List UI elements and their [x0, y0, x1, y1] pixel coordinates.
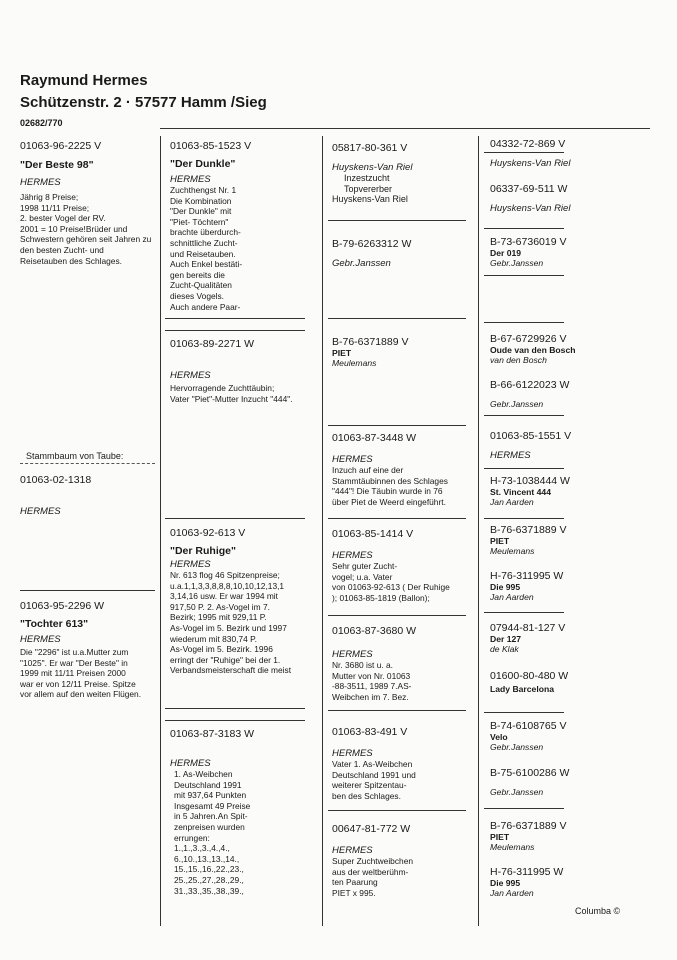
note-line: 1999 mit 11/11 Preisen 2000: [20, 668, 126, 679]
pigeon-name: PIET: [490, 832, 510, 842]
note-line: Nr. 613 flog 46 Spitzenpreise;: [170, 570, 280, 580]
pigeon-name: Die 995: [490, 878, 521, 888]
note-line: 25.,25.,27.,28.,29.,: [174, 874, 244, 885]
col3-card-6: [332, 726, 477, 801]
owner: Gebr.Janssen: [490, 258, 544, 268]
owner: van den Bosch: [490, 355, 547, 365]
divider: [328, 518, 466, 519]
note-line: erringt der "Ruhige" bei der 1.: [170, 654, 281, 665]
ring-number: H-76-311995 W: [490, 570, 564, 582]
note-line: Zuchthengst Nr. 1: [170, 185, 237, 195]
note-line: Super Zuchtweibchen: [332, 856, 414, 866]
owner: Meulemans: [332, 358, 377, 368]
brand-mark: Columba ©: [575, 906, 621, 916]
ring-number: H-73-1038444 W: [490, 475, 570, 487]
col4-entry-4: [490, 379, 660, 409]
note-line: Topvererber: [344, 183, 393, 194]
note-line: As-Vogel im 5. Bezirk. 1996: [170, 644, 273, 655]
col3-card-2: [332, 336, 472, 368]
note-line: 15.,15.,16.,22.,23.,: [174, 864, 244, 875]
divider: [484, 415, 564, 416]
ring-number: H-76-311995 W: [490, 866, 564, 878]
col4-entry-13: [490, 820, 660, 852]
owner: Meulemans: [490, 546, 535, 556]
col2-rule: [160, 136, 161, 926]
owner: Gebr.Janssen: [490, 787, 544, 797]
owner: HERMES: [170, 559, 211, 570]
note-line: Auch andere Paar-: [170, 301, 241, 312]
note-line: 1998 11/11 Preise;: [20, 202, 90, 213]
owner: Meulemans: [490, 842, 535, 852]
pigeon-name: Lady Barcelona: [490, 684, 554, 694]
subject-owner: HERMES: [20, 506, 61, 517]
subject-ring: 01063-02-1318: [20, 474, 92, 486]
ring-number: 01063-83-491 V: [332, 726, 408, 738]
note-line: brachte überdurch-: [170, 227, 241, 238]
note-line: zenpreisen wurden: [174, 821, 245, 832]
note-line: den besten Zucht- und: [20, 244, 104, 255]
col2-card-d: [170, 728, 320, 896]
col4-entry-5: [490, 430, 660, 461]
note-line: Vater "Piet"-Mutter Inzucht "444".: [170, 393, 293, 404]
note-line: 1.,1.,3.,3.,4.,4.,: [174, 843, 230, 854]
divider: [165, 708, 305, 709]
col3-card-1: [332, 238, 472, 269]
dam-card: [20, 600, 165, 700]
note-line: PIET x 995.: [332, 887, 376, 898]
ring-number: 01063-85-1523 V: [170, 140, 252, 152]
note-line: mit 937,64 Punkten: [174, 790, 247, 801]
note-line: gen bereits die: [170, 269, 225, 280]
note-line: Bezirk; 1995 mit 929,11 P.: [170, 612, 267, 623]
note-line: errungen:: [174, 832, 210, 843]
note-line: vogel; u.a. Vater: [332, 571, 393, 582]
ring-number: B-67-6729926 V: [490, 333, 567, 345]
ring-number: 01063-92-613 V: [170, 527, 246, 539]
note-line: 1. As-Weibchen: [174, 769, 233, 779]
ring-number: 07944-81-127 V: [490, 622, 566, 634]
ring-number: B-73-6736019 V: [490, 236, 567, 248]
pigeon-name: Velo: [490, 732, 508, 742]
ring-number: B-66-6122023 W: [490, 379, 570, 391]
divider: [328, 710, 466, 711]
ring-number: 01600-80-480 W: [490, 670, 569, 682]
col3-card-5: [332, 625, 477, 702]
col4-entry-11: [490, 720, 660, 752]
note-line: Die Kombination: [170, 195, 232, 206]
col3-rule: [322, 136, 323, 926]
owner: HERMES: [332, 748, 373, 759]
pigeon-name: St. Vincent 444: [490, 487, 551, 497]
divider: [165, 720, 305, 721]
note-line: "Piet- Töchtern": [170, 216, 229, 227]
divider: [165, 318, 305, 319]
divider: [328, 615, 466, 616]
note-line: Nr. 3680 ist u. a.: [332, 660, 393, 670]
owner: HERMES: [332, 845, 373, 856]
ring-number: 00647-81-772 W: [332, 823, 411, 835]
owner: Gebr.Janssen: [490, 742, 544, 752]
col4-entry-2: [490, 236, 660, 268]
note-line: -88-3511, 1989 7.AS-: [332, 681, 412, 692]
note-line: Weibchen im 7. Bez.: [332, 691, 409, 702]
divider: [328, 425, 466, 426]
pigeon-name: "Der Beste 98": [20, 159, 94, 171]
owner: HERMES: [170, 370, 211, 381]
col4-entry-9: [490, 622, 660, 654]
owner: Jan Aarden: [490, 888, 534, 898]
owner: HERMES: [20, 634, 61, 645]
ring-number: B-76-6371889 V: [490, 524, 567, 536]
note-line: weiterer Spitzentau-: [332, 780, 407, 791]
stammbaum-label: Stammbaum von Taube:: [26, 451, 124, 461]
divider: [328, 220, 466, 221]
note-line: Inzestzucht: [344, 173, 390, 183]
pigeon-name: PIET: [490, 536, 510, 546]
note-line: Auch Enkel bestäti-: [170, 259, 243, 270]
owner: de Klak: [490, 644, 519, 654]
col4-entry-6: [490, 475, 660, 507]
ring-number: B-76-6371889 V: [490, 820, 567, 832]
note-line: "444"! Die Täubin wurde in 76: [332, 486, 443, 497]
ring-number: 01063-85-1551 V: [490, 430, 572, 442]
note-line: Verbandsmeisterschaft die meist: [170, 665, 292, 676]
note-line: Stammtäubinnen des Schlages: [332, 475, 448, 486]
note-line: vor allem auf den weiten Flügen.: [20, 689, 142, 700]
breeder-address: Schützenstr. 2 · 57577 Hamm /Sieg: [20, 94, 267, 111]
pigeon-name: Der 127: [490, 634, 522, 644]
note-line: Jährig 8 Preise;: [20, 192, 79, 202]
note-line: Deutschland 1991: [174, 779, 242, 790]
note-line: Mutter von Nr. 01063: [332, 670, 411, 681]
pigeon-name: Der 019: [490, 248, 522, 258]
col4-entry-8: [490, 570, 660, 602]
note-line: 31.,33.,35.,38.,39.,: [174, 885, 244, 896]
note-line: Schwestern gehören seit Jahren zu: [20, 234, 152, 245]
divider: [484, 518, 564, 519]
ring-number: B-75-6100286 W: [490, 767, 570, 779]
col2-card-b: [170, 338, 320, 404]
note-line: 2001 = 10 Preise!Brüder und: [20, 223, 128, 234]
col4-entry-14: [490, 866, 660, 898]
pigeon-name: Oude van den Bosch: [490, 345, 576, 355]
note-line: aus der weltberühm-: [332, 866, 409, 877]
owner: Huyskens-Van Riel: [332, 162, 413, 173]
ring-number: 06337-69-511 W: [490, 183, 568, 195]
col4-rule: [478, 136, 479, 926]
pigeon-name: "Der Dunkle": [170, 158, 236, 170]
owner: HERMES: [332, 454, 373, 465]
owner: Jan Aarden: [490, 497, 534, 507]
note-line: von 01063-92-613 ( Der Ruhige: [332, 582, 450, 593]
note-line: Sehr guter Zucht-: [332, 561, 398, 571]
ring-number: 01063-85-1414 V: [332, 528, 414, 540]
note-line: Inzuch auf eine der: [332, 465, 404, 475]
col4-entry-12: [490, 767, 660, 797]
note-line: Deutschland 1991 und: [332, 769, 416, 780]
note-line: Vater 1. As-Weibchen: [332, 759, 413, 769]
breeder-name: Raymund Hermes: [20, 72, 148, 89]
note-line: u.a.1,1,3,3,8,8,8,10,10,12,13,1: [170, 580, 285, 591]
col3-card-3: [332, 432, 477, 507]
note-line: ); 01063-85-1819 (Ballon);: [332, 592, 430, 603]
note-line: Reisetauben des Schlages.: [20, 255, 122, 266]
note-line: Hervorragende Zuchttäubin;: [170, 383, 275, 393]
ring-number: 01063-89-2271 W: [170, 338, 255, 350]
note-line: wiederum mit 830,74 P.: [170, 633, 257, 644]
note-line: Insgesamt 49 Preise: [174, 800, 251, 811]
ring-number: B-76-6371889 V: [332, 336, 409, 348]
ring-number: 01063-87-3448 W: [332, 432, 417, 444]
pigeon-name: "Der Ruhige": [170, 545, 236, 557]
divider: [484, 712, 564, 713]
note-line: "1025". Er war "Der Beste" in: [20, 657, 128, 668]
divider: [484, 228, 564, 229]
note-line: As-Vogel im 5. Bezirk und 1997: [170, 622, 287, 633]
owner: HERMES: [332, 649, 373, 660]
col3-card-0: [332, 142, 472, 205]
divider: [484, 275, 564, 276]
note-line: Zucht-Qualitäten: [170, 280, 232, 291]
divider: [484, 612, 564, 613]
note-line: 2. bester Vogel der RV.: [20, 213, 106, 224]
divider: [484, 322, 564, 323]
owner: HERMES: [332, 550, 373, 561]
note-line: war er von 12/11 Preise. Spitze: [20, 678, 136, 689]
pigeon-name: Die 995: [490, 582, 521, 592]
divider: [484, 808, 564, 809]
note-line: Die "2296" ist u.a.Mutter zum: [20, 647, 129, 657]
owner: Huyskens-Van Riel: [490, 203, 571, 214]
pigeon-name: PIET: [332, 348, 352, 358]
note-line: und Reisetauben.: [170, 248, 236, 259]
col4-entry-10: [490, 670, 660, 694]
note-line: 6.,10.,13.,13.,14.,: [174, 853, 240, 864]
note-line: 917,50 P. 2. As-Vogel im 7.: [170, 601, 270, 612]
ring-number: 01063-96-2225 V: [20, 140, 102, 152]
divider: [165, 518, 305, 519]
divider: [328, 810, 466, 811]
note-line: in 5 Jahren.An Spit-: [174, 811, 248, 822]
ring-number: 01063-95-2296 W: [20, 600, 105, 612]
divider: [165, 330, 305, 331]
col4-entry-3: [490, 333, 660, 365]
ring-number: B-74-6108765 V: [490, 720, 567, 732]
owner: Jan Aarden: [490, 592, 534, 602]
ring-number: 01063-87-3183 W: [170, 728, 255, 740]
col4-entry-0: [490, 138, 660, 169]
owner: HERMES: [170, 174, 211, 185]
col2-card-a: [170, 140, 320, 312]
ring-number: 01063-87-3680 W: [332, 625, 417, 637]
note-line: dieses Vogels.: [170, 290, 225, 301]
divider: [20, 590, 155, 591]
owner: HERMES: [170, 758, 211, 769]
owner: Huyskens-Van Riel: [490, 158, 571, 169]
note-line: ben des Schlages.: [332, 790, 401, 801]
divider: [328, 318, 466, 319]
col3-card-4: [332, 528, 477, 603]
note-line: Huyskens-Van Riel: [332, 194, 408, 205]
owner: HERMES: [490, 450, 531, 461]
ring-number: 05817-80-361 V: [332, 142, 408, 154]
col4-entry-7: [490, 524, 660, 556]
divider: [20, 463, 155, 464]
top-rule: [160, 128, 650, 129]
note-line: schnittliche Zucht-: [170, 237, 238, 248]
owner: Gebr.Janssen: [332, 258, 391, 269]
owner: Gebr.Janssen: [490, 399, 544, 409]
breeder-phone: 02682/770: [20, 118, 63, 128]
note-line: "Der Dunkle" mit: [170, 206, 232, 217]
col3-card-7: [332, 823, 477, 898]
sire-card: [20, 140, 160, 266]
note-line: über Piet de Weerd eingeführt.: [332, 496, 446, 507]
ring-number: 04332-72-869 V: [490, 138, 566, 150]
divider: [484, 468, 564, 469]
ring-number: B-79-6263312 W: [332, 238, 412, 250]
note-line: 3,14,16 usw. Er war 1994 mit: [170, 591, 278, 602]
note-line: ten Paarung: [332, 877, 378, 888]
owner: HERMES: [20, 177, 61, 188]
col4-entry-1: [490, 183, 660, 214]
col2-card-c: [170, 527, 322, 676]
pigeon-name: "Tochter 613": [20, 618, 89, 630]
